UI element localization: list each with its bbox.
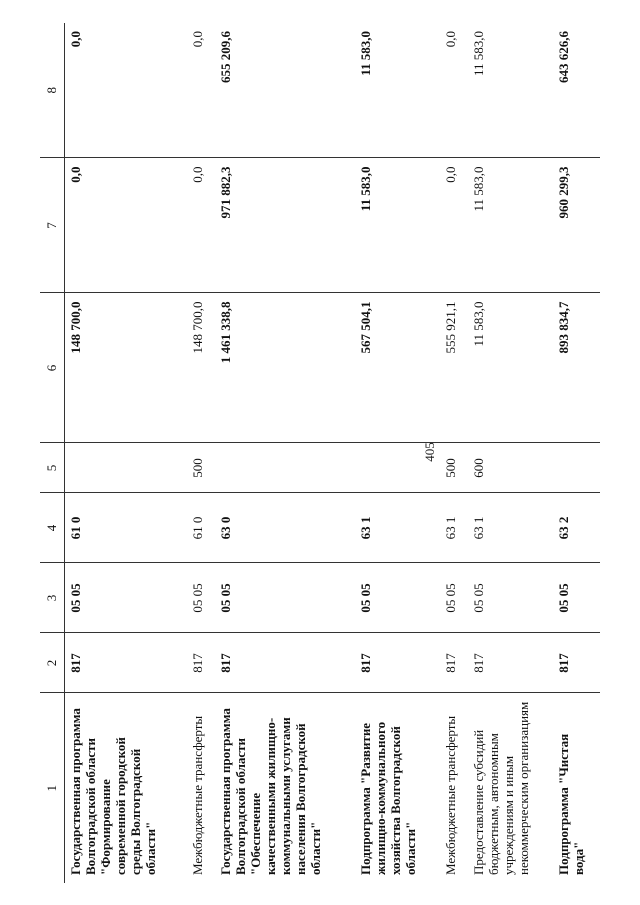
row-code: 817: [65, 633, 187, 693]
row-sum-8: 0,0: [440, 23, 469, 158]
row-name: Подпрограмма "Чистая вода": [555, 733, 586, 875]
row-code: 817: [553, 633, 600, 693]
row-expense-type: [215, 443, 355, 493]
row-expense-type: [355, 443, 439, 493]
row-sum-7: 11 583,0: [468, 158, 552, 293]
row-sum-7: 971 882,3: [215, 158, 355, 293]
page-number: 405: [422, 442, 437, 462]
table-row: [440, 23, 469, 883]
row-name: Подпрограмма "Развитие жилищно-коммунального хозяйства Волгоградской области": [358, 721, 419, 875]
column-header: 4: [40, 493, 65, 563]
row-section: 05 05: [187, 563, 216, 633]
row-code: 817: [468, 633, 552, 693]
row-sum-8: 655 209,6: [215, 23, 355, 158]
row-sum-7: 0,0: [187, 158, 216, 293]
row-sum-6: 11 583,0: [468, 293, 552, 443]
row-expense-type: 500: [187, 443, 216, 493]
row-sum-7: 0,0: [440, 158, 469, 293]
row-sum-7: 960 299,3: [553, 158, 600, 293]
row-section: 05 05: [440, 563, 469, 633]
row-name: Государственная программа Волгоградской области "Формирование современной городской среды Волгоградской области": [68, 708, 158, 875]
row-code: 817: [215, 633, 355, 693]
row-sum-8: 0,0: [65, 23, 187, 158]
row-sum-8: 0,0: [187, 23, 216, 158]
table-row: [65, 23, 187, 883]
row-target: 61 0: [65, 493, 187, 563]
row-sum-6: 1 461 338,8: [215, 293, 355, 443]
row-target: 63 1: [440, 493, 469, 563]
row-code: 817: [187, 633, 216, 693]
row-target: 63 1: [468, 493, 552, 563]
row-code: 817: [440, 633, 469, 693]
row-expense-type: [65, 443, 187, 493]
row-name: Государственная программа Волгоградской области "Обеспечение качественными жилищно-коммунальными услугами населения Волгоградской области": [218, 708, 323, 875]
column-header: 1: [40, 693, 65, 883]
row-target: 63 2: [553, 493, 600, 563]
column-header: 3: [40, 563, 65, 633]
row-target: 63 1: [355, 493, 439, 563]
row-sum-6: 148 700,0: [65, 293, 187, 443]
row-sum-8: 11 583,0: [468, 23, 552, 158]
header-row: [40, 23, 65, 883]
table-row: [215, 23, 355, 883]
row-sum-8: 643 626,6: [553, 23, 600, 158]
row-name: Межбюджетные трансферты: [442, 715, 458, 875]
row-target: 61 0: [187, 493, 216, 563]
row-name: Межбюджетные трансферты: [189, 715, 205, 875]
row-expense-type: 500: [440, 443, 469, 493]
column-header: 7: [40, 158, 65, 293]
budget-table: [40, 23, 600, 883]
rotated-budget-table: [40, 23, 600, 883]
row-code: 817: [355, 633, 439, 693]
row-sum-6: 148 700,0: [187, 293, 216, 443]
row-sum-8: 11 583,0: [355, 23, 439, 158]
table-row: [187, 23, 216, 883]
column-header: 6: [40, 293, 65, 443]
row-section: 05 05: [65, 563, 187, 633]
row-expense-type: 600: [468, 443, 552, 493]
column-header: 8: [40, 23, 65, 158]
row-sum-6: 555 921,1: [440, 293, 469, 443]
column-header: 2: [40, 633, 65, 693]
row-name: Предоставление субсидий бюджетным, автономным учреждениям и иным некоммерческим организациям: [471, 701, 532, 875]
row-expense-type: [553, 443, 600, 493]
column-header: 5: [40, 443, 65, 493]
row-sum-7: 0,0: [65, 158, 187, 293]
row-sum-6: 893 834,7: [553, 293, 600, 443]
table-row: [553, 23, 600, 883]
row-sum-7: 11 583,0: [355, 158, 439, 293]
row-sum-6: 567 504,1: [355, 293, 439, 443]
row-target: 63 0: [215, 493, 355, 563]
row-section: 05 05: [468, 563, 552, 633]
row-section: 05 05: [215, 563, 355, 633]
row-section: 05 05: [553, 563, 600, 633]
row-section: 05 05: [355, 563, 439, 633]
table-row: [355, 23, 439, 883]
table-row: [468, 23, 552, 883]
